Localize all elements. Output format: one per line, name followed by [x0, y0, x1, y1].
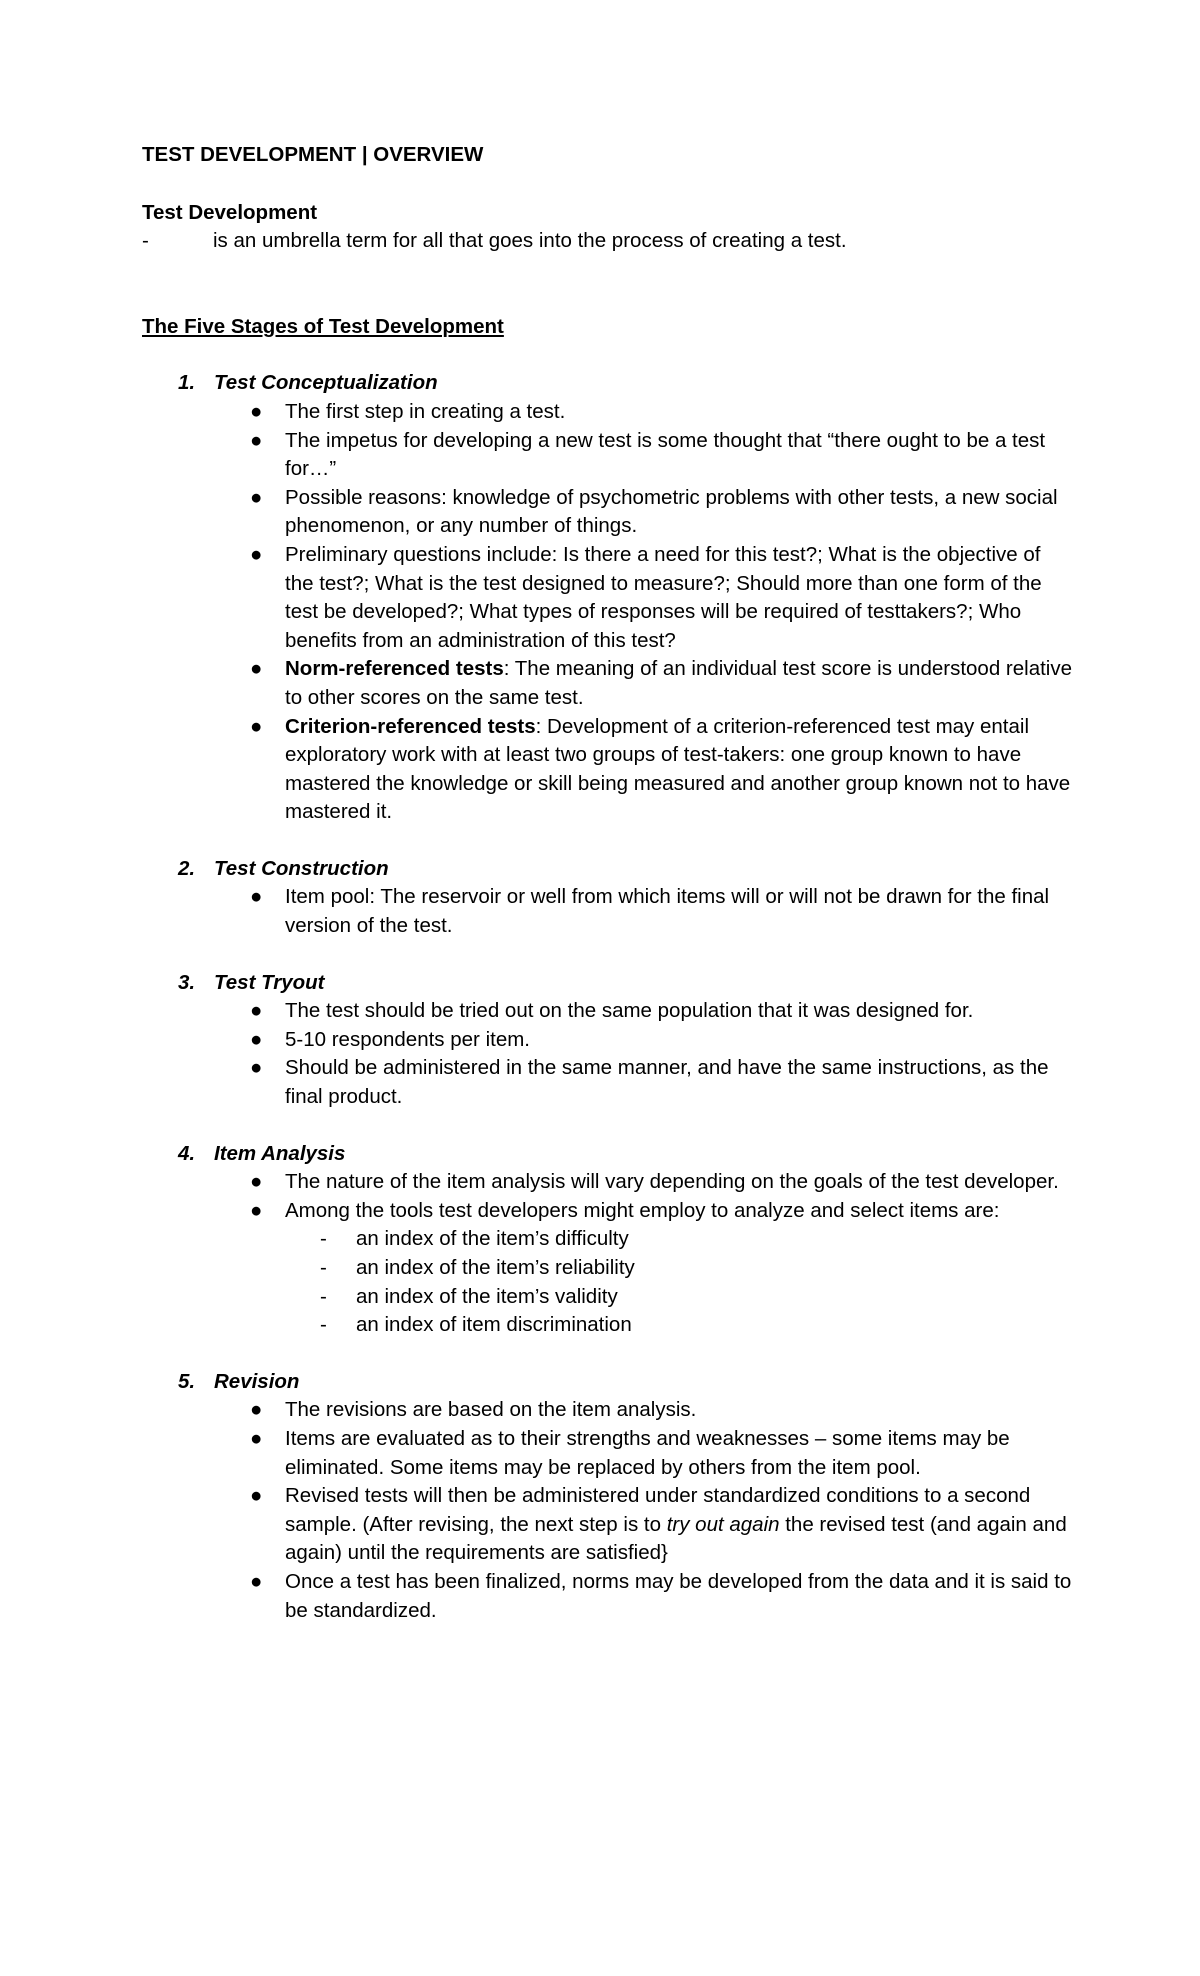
bullet-icon: ●	[250, 885, 263, 909]
bullet-list	[142, 1168, 1072, 1225]
stage-section	[142, 969, 1072, 1112]
stage-heading	[142, 369, 1072, 398]
term-label: Criterion-referenced tests	[285, 714, 536, 738]
bullet-icon: ●	[250, 1056, 263, 1080]
list-item: ● Revised tests will then be administered under standardized conditions to a second sample. (After revising, the next step is to try out again the revised test (and again and again) until the requirements are satisfied}	[250, 1484, 1067, 1565]
bullet-icon: ●	[250, 485, 263, 509]
bullet-icon: ●	[250, 657, 263, 681]
definition-text: is an umbrella term for all that goes into the process of creating a test.	[213, 229, 847, 253]
document-title: TEST DEVELOPMENT | OVERVIEW	[142, 143, 484, 166]
dash-marker: -	[320, 1313, 327, 1337]
sub-list-item: - an index of the item’s difficulty	[142, 1225, 1072, 1254]
definition-row	[142, 227, 1072, 256]
stage-heading	[142, 1140, 1072, 1169]
list-item: ● Once a test has been finalized, norms may be developed from the data and it is said to be standardized.	[250, 1569, 1072, 1622]
bullet-icon: ●	[250, 714, 263, 738]
stage-number: 3.	[178, 970, 196, 994]
bullet-icon: ●	[250, 999, 263, 1023]
emphasis-text: try out again	[666, 1512, 780, 1536]
stage-number: 4.	[178, 1141, 196, 1165]
bullet-icon: ●	[250, 1426, 263, 1450]
stage-heading	[142, 855, 1072, 884]
dash-marker: -	[320, 1227, 327, 1251]
stage-title: Test Construction	[214, 856, 389, 880]
list-item: ● The impetus for developing a new test is some thought that “there ought to be a test for…”	[250, 428, 1046, 481]
sub-list-item: - an index of the item’s validity	[142, 1283, 1072, 1312]
bullet-icon: ●	[250, 428, 263, 452]
stage-title: Item Analysis	[214, 1141, 346, 1165]
stage-section	[142, 369, 1072, 827]
bullet-icon: ●	[250, 1569, 263, 1593]
bullet-list	[142, 1396, 1072, 1625]
list-item: ● Criterion-referenced tests: Development of a criterion-referenced test may entail exploratory work with at least two groups of test-takers: one group known to have mastered the knowledge or skill being measured and another group known not to have mastered it.	[250, 714, 1071, 824]
stage-heading	[142, 969, 1072, 998]
list-item: ● The revisions are based on the item analysis.	[142, 1396, 1072, 1425]
bullet-icon: ●	[250, 1398, 263, 1422]
stage-title: Revision	[214, 1369, 300, 1393]
dash-marker: -	[320, 1284, 327, 1308]
list-item: ● The first step in creating a test.	[142, 398, 1072, 427]
bullet-list	[142, 398, 1072, 827]
list-item: ● Items are evaluated as to their strengths and weaknesses – some items may be eliminated. Some items may be replaced by others from the item pool.	[250, 1426, 1010, 1479]
list-item: ● Preliminary questions include: Is there a need for this test?; What is the objective of the test?; What is the test designed to measure?; Should more than one form of the test be developed?; What types of responses will be required of testtakers?; Who benefits from an administration of this test?	[250, 542, 1042, 652]
list-item: ● Item pool: The reservoir or well from which items will or will not be drawn for the final version of the test.	[250, 885, 1050, 938]
list-item: ● Among the tools test developers might employ to analyze and select items are:	[142, 1197, 1072, 1226]
sub-list-item: - an index of item discrimination	[142, 1311, 1072, 1340]
stage-section	[142, 1368, 1072, 1625]
list-item: ● Should be administered in the same manner, and have the same instructions, as the final product.	[250, 1056, 1049, 1109]
stages-heading: The Five Stages of Test Development	[142, 314, 504, 338]
list-item: ● Norm-referenced tests: The meaning of an individual test score is understood relative to other scores on the same test.	[250, 657, 1073, 709]
list-item: ● The nature of the item analysis will vary depending on the goals of the test developer.	[142, 1168, 1072, 1197]
bullet-icon: ●	[250, 1484, 263, 1508]
bullet-icon: ●	[250, 1170, 263, 1194]
stage-number: 2.	[178, 856, 196, 880]
list-item: ● 5-10 respondents per item.	[142, 1026, 1072, 1055]
bullet-icon: ●	[250, 1027, 263, 1051]
list-item: ● The test should be tried out on the same population that it was designed for.	[142, 997, 1072, 1026]
stage-heading	[142, 1368, 1072, 1397]
sub-list-item: - an index of the item’s reliability	[142, 1254, 1072, 1283]
stage-title: Test Conceptualization	[214, 371, 438, 395]
bullet-icon: ●	[250, 399, 263, 423]
definition-heading: Test Development	[142, 200, 318, 224]
bullet-list	[142, 883, 1072, 940]
stage-number: 1.	[178, 371, 196, 395]
bullet-list	[142, 997, 1072, 1111]
bullet-icon: ●	[250, 1198, 263, 1222]
stage-number: 5.	[178, 1369, 196, 1393]
stage-section	[142, 855, 1072, 941]
term-label: Norm-referenced tests	[285, 657, 504, 681]
bullet-icon: ●	[250, 542, 263, 566]
stage-section	[142, 1140, 1072, 1340]
list-item: ● Possible reasons: knowledge of psychometric problems with other tests, a new social phenomenon, or any number of things.	[250, 485, 1058, 538]
document-content	[142, 141, 1072, 1625]
stage-title: Test Tryout	[214, 970, 325, 994]
dash-marker: -	[142, 229, 149, 253]
dash-marker: -	[320, 1256, 327, 1279]
